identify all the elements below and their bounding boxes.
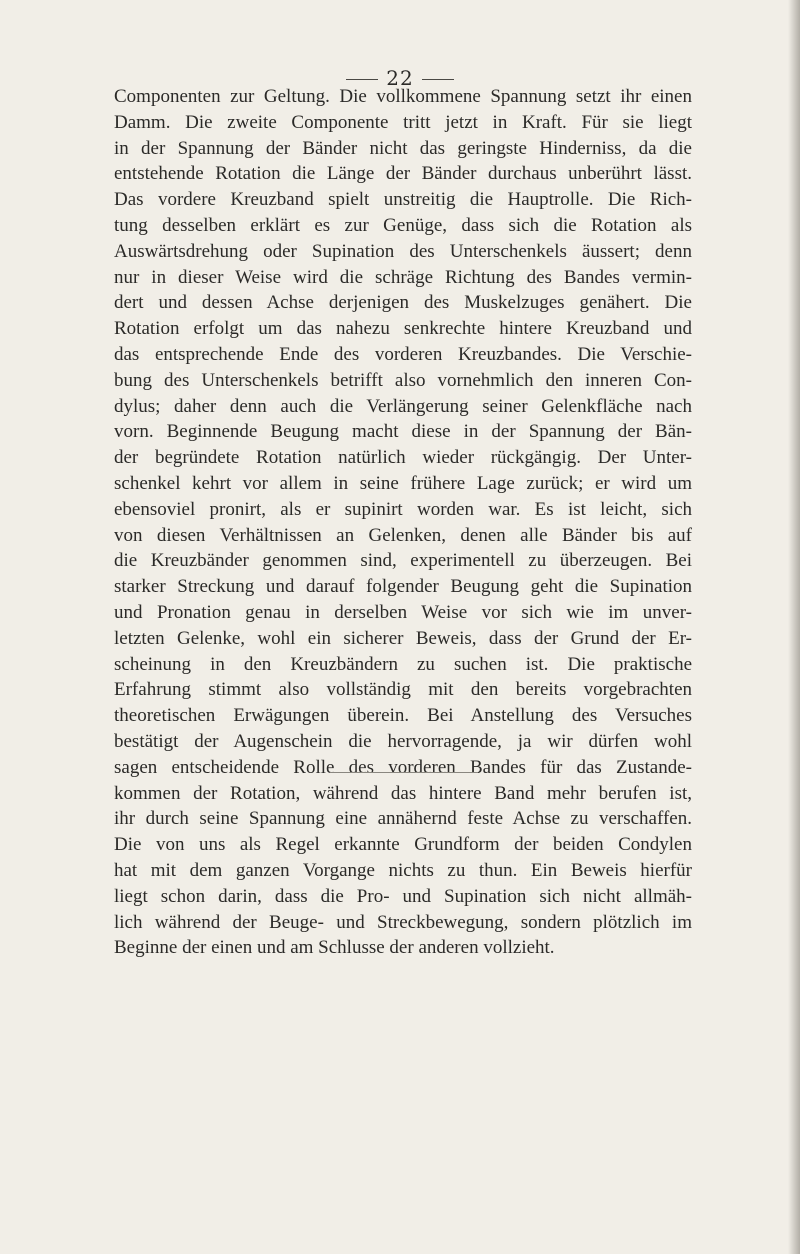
text-line: die Kreuzbänder genommen sind, experimentell zu überzeugen. Bei bbox=[114, 550, 692, 572]
text-line: Rotation erfolgt um das nahezu senkrechte hintere Kreuzband und bbox=[114, 318, 692, 340]
text-line: der begründete Rotation natürlich wieder rückgängig. Der Unter- bbox=[114, 447, 692, 469]
text-line: letzten Gelenke, wohl ein sicherer Beweis, dass der Grund der Er- bbox=[114, 627, 692, 649]
text-line: entstehende Rotation die Länge der Bänder durchaus unberührt lässt. bbox=[114, 163, 692, 185]
page-number: 22 bbox=[386, 66, 414, 90]
text-line: Das vordere Kreuzband spielt unstreitig die Hauptrolle. Die Rich- bbox=[114, 189, 692, 211]
text-line: das entsprechende Ende des vorderen Kreuzbandes. Die Verschie- bbox=[114, 343, 692, 365]
section-end-rule bbox=[330, 772, 478, 773]
text-line: bung des Unterschenkels betrifft also vornehmlich den inneren Con- bbox=[114, 369, 692, 391]
text-line: starker Streckung und darauf folgender Beugung geht die Supination bbox=[114, 576, 692, 598]
text-line: hat mit dem ganzen Vorgange nichts zu thun. Ein Beweis hierfür bbox=[114, 859, 692, 881]
text-line: ihr durch seine Spannung eine annähernd feste Achse zu verschaffen. bbox=[114, 808, 692, 830]
text-line: Damm. Die zweite Componente tritt jetzt in Kraft. Für sie liegt bbox=[114, 111, 692, 133]
text-line: scheinung in den Kreuzbändern zu suchen ist. Die praktische bbox=[114, 653, 692, 675]
text-line: Die von uns als Regel erkannte Grundform der beiden Condylen bbox=[114, 834, 692, 856]
text-line: Beginne der einen und am Schlusse der anderen vollzieht. bbox=[114, 937, 555, 959]
text-line: ebensoviel pronirt, als er supinirt worden war. Es ist leicht, sich bbox=[114, 498, 692, 520]
text-line: liegt schon darin, dass die Pro- und Supination sich nicht allmäh- bbox=[114, 885, 692, 907]
text-line: theoretischen Erwägungen überein. Bei Anstellung des Versuches bbox=[114, 705, 692, 727]
header-dash-left bbox=[346, 79, 378, 80]
text-line: von diesen Verhältnissen an Gelenken, denen alle Bänder bis auf bbox=[114, 524, 692, 546]
text-line: bestätigt der Augenschein die hervorragende, ja wir dürfen wohl bbox=[114, 730, 692, 752]
text-line: Auswärtsdrehung oder Supination des Unterschenkels äussert; denn bbox=[114, 240, 692, 262]
text-line: sagen entscheidende Rolle des vorderen Bandes für das Zustande- bbox=[114, 756, 692, 778]
text-line: vorn. Beginnende Beugung macht diese in der Spannung der Bän- bbox=[114, 421, 692, 443]
text-line: nur in dieser Weise wird die schräge Richtung des Bandes vermin- bbox=[114, 266, 692, 288]
header-dash-right bbox=[422, 79, 454, 80]
text-line: Erfahrung stimmt also vollständig mit den bereits vorgebrachten bbox=[114, 679, 692, 701]
text-line: lich während der Beuge- und Streckbewegung, sondern plötzlich im bbox=[114, 911, 692, 933]
body-paragraph bbox=[114, 84, 692, 961]
text-line: schenkel kehrt vor allem in seine frühere Lage zurück; er wird um bbox=[114, 472, 692, 494]
page-edge-shadow bbox=[788, 0, 800, 1254]
text-line: dylus; daher denn auch die Verlängerung seiner Gelenkfläche nach bbox=[114, 395, 692, 417]
text-line: dert und dessen Achse derjenigen des Muskelzuges genähert. Die bbox=[114, 292, 692, 314]
text-line: und Pronation genau in derselben Weise vor sich wie im unver- bbox=[114, 601, 692, 623]
text-line: Componenten zur Geltung. Die vollkommene Spannung setzt ihr einen bbox=[114, 86, 692, 107]
text-line: tung desselben erklärt es zur Genüge, dass sich die Rotation als bbox=[114, 214, 692, 236]
text-line: in der Spannung der Bänder nicht das geringste Hinderniss, da die bbox=[114, 137, 692, 159]
text-line: kommen der Rotation, während das hintere Band mehr berufen ist, bbox=[114, 782, 692, 804]
